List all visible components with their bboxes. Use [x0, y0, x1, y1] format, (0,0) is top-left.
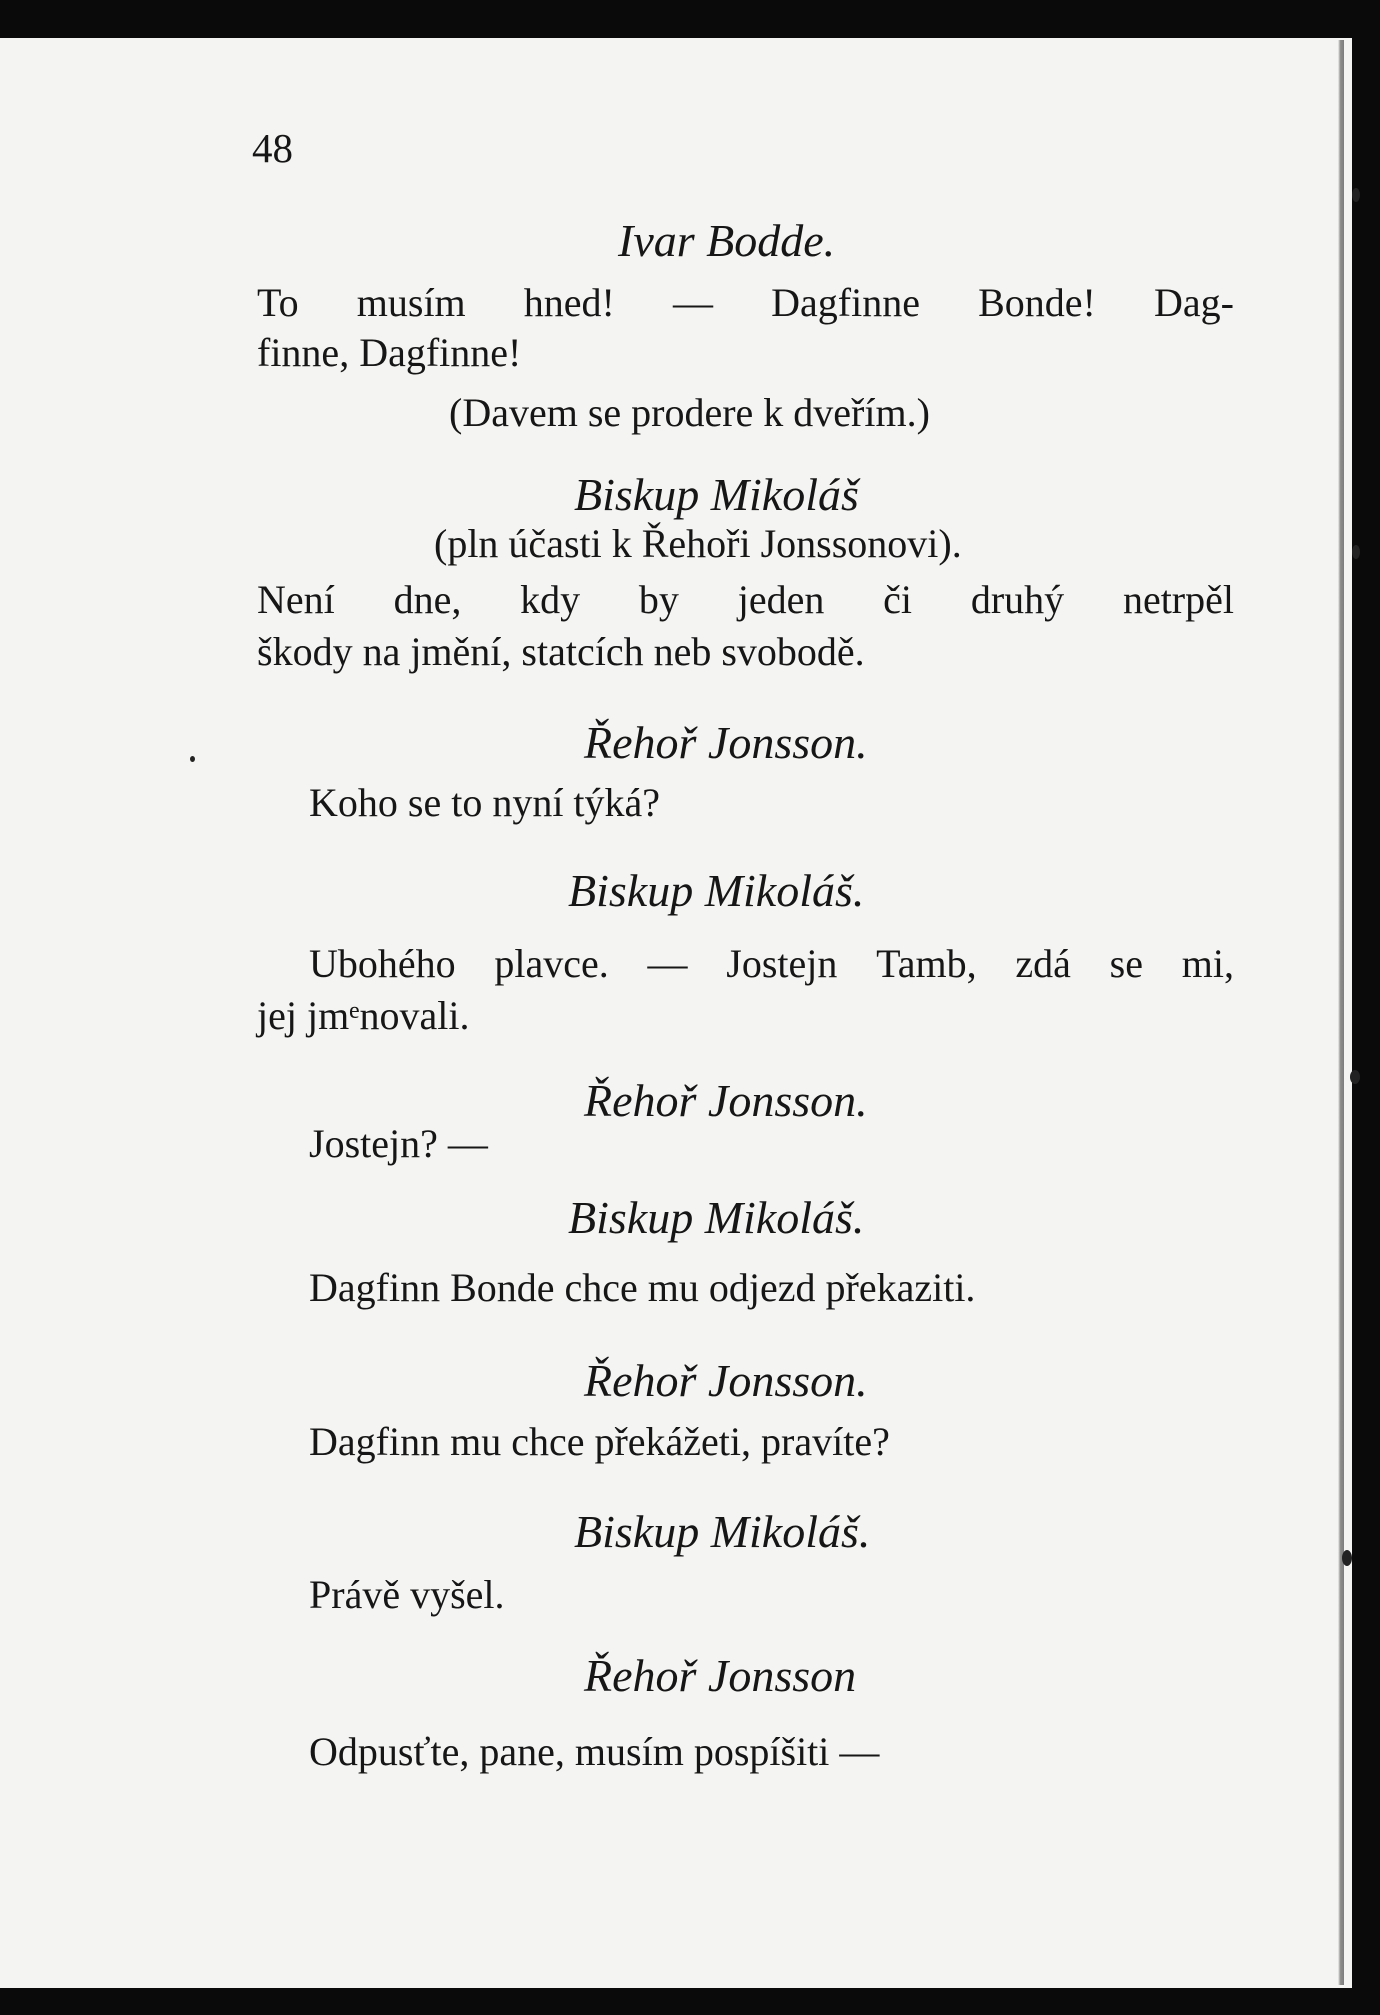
speaker-name: Řehoř Jonsson.: [584, 717, 868, 768]
word: To: [257, 280, 299, 325]
dialogue-line: [257, 280, 1234, 325]
scan-speck: [1342, 1550, 1352, 1566]
word: Jostejn: [726, 941, 838, 986]
dialogue-line: jej jmᵉnovali.: [257, 993, 470, 1038]
word: netrpěl: [1122, 577, 1234, 622]
dialogue-line: škody na jmění, statcích neb svobodě.: [257, 629, 865, 674]
word: musím: [356, 280, 466, 325]
word: kdy: [520, 577, 581, 622]
word: —: [673, 280, 713, 325]
scan-speck: [1352, 188, 1360, 202]
scan-speck: [1350, 1070, 1360, 1084]
dialogue-line: Odpusťte, pane, musím pospíšiti —: [309, 1729, 880, 1774]
word: by: [638, 577, 679, 622]
word: Není: [257, 577, 335, 622]
speaker-name: Řehoř Jonsson.: [584, 1075, 868, 1126]
speaker-name: Biskup Mikoláš.: [574, 1506, 871, 1557]
dialogue-line: Koho se to nyní týká?: [309, 780, 661, 825]
word: Ubohého: [309, 941, 456, 986]
dialogue-line: [309, 941, 1234, 986]
word: mi,: [1181, 941, 1234, 986]
dialogue-line: [257, 577, 1234, 622]
dialogue-line: Dagfinn mu chce překážeti, pravíte?: [309, 1419, 890, 1464]
word: zdá: [1015, 941, 1071, 986]
word: —: [647, 941, 688, 986]
word: se: [1109, 941, 1143, 986]
dialogue-line: finne, Dagfinne!: [257, 330, 522, 375]
speaker-name: Biskup Mikoláš: [574, 469, 859, 520]
word: dne,: [393, 577, 462, 622]
dialogue-line: Právě vyšel.: [309, 1572, 505, 1617]
dialogue-line: Jostejn? —: [309, 1121, 488, 1166]
word: Tamb,: [876, 941, 977, 986]
scan-speck: [1352, 545, 1360, 559]
stage-direction: (Davem se prodere k dveřím.): [449, 390, 930, 435]
speaker-name: Řehoř Jonsson: [584, 1650, 857, 1701]
word: Dag-: [1153, 280, 1234, 325]
word: či: [883, 577, 913, 622]
dialogue-line: Dagfinn Bonde chce mu odjezd překaziti.: [309, 1265, 976, 1310]
page-number: 48: [252, 125, 293, 171]
speaker-name: Biskup Mikoláš.: [568, 865, 865, 916]
speaker-name: Biskup Mikoláš.: [568, 1192, 865, 1243]
scan-speck: [190, 756, 195, 762]
word: Dagfinne: [771, 280, 920, 325]
speaker-name: Ivar Bodde.: [618, 215, 836, 266]
word: hned!: [523, 280, 615, 325]
page-edge-shadow: [1338, 40, 1344, 1985]
word: Bonde!: [978, 280, 1096, 325]
word: plavce.: [494, 941, 609, 986]
speaker-name: Řehoř Jonsson.: [584, 1355, 868, 1406]
stage-direction: (pln účasti k Řehoři Jonssonovi).: [434, 521, 962, 566]
word: jeden: [737, 577, 825, 622]
word: druhý: [970, 577, 1065, 622]
